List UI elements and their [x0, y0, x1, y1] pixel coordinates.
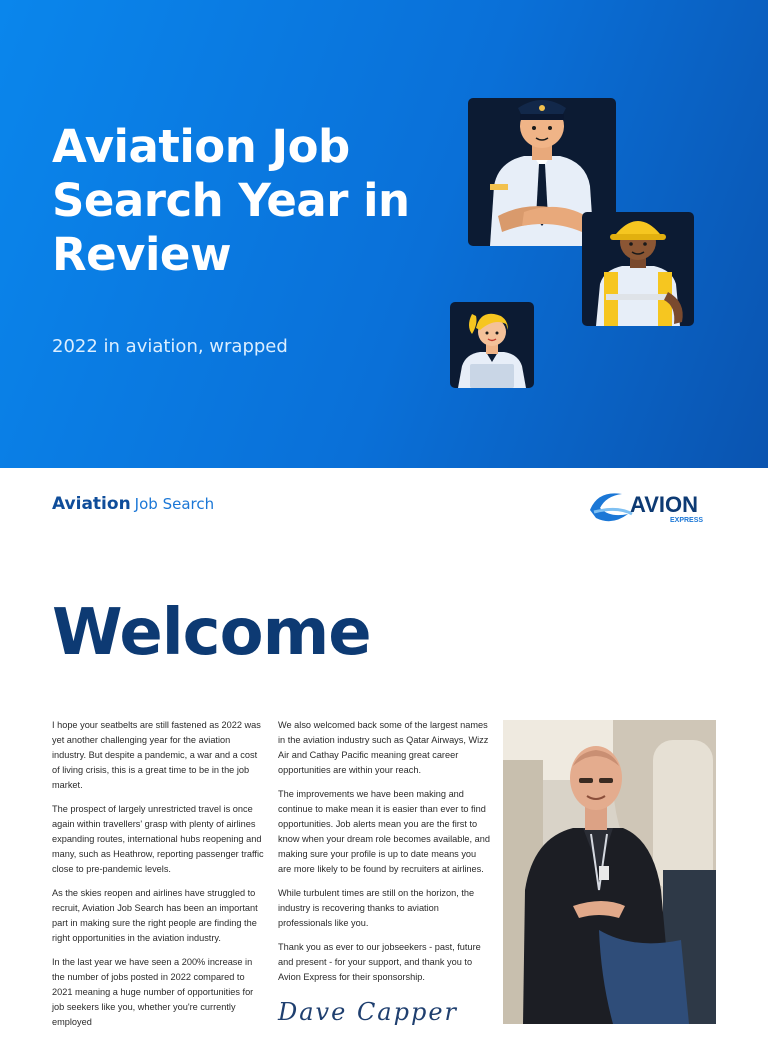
paragraph: The prospect of largely unrestricted travel is once again within travellers' grasp with plenty of airlines expanding routes, international hubs reopening and many, such as Heathrow, reporting passenger traffic close to pre-pandemic levels. — [52, 804, 264, 874]
flight-attendant-icon — [450, 302, 534, 388]
paragraph: In the last year we have seen a 200% increase in the number of jobs posted in 2022 compared to 2021 meaning a huge number of opportunities for job seekers like you, whether you're currently employed — [52, 957, 254, 1027]
partner-name-text: AVION — [630, 492, 699, 517]
welcome-column-left — [52, 718, 264, 1039]
paragraph: As the skies reopen and airlines have struggled to recruit, Aviation Job Search has been an important part in making sure the right people are finding the right opportunities in the aviation industry. — [52, 888, 258, 943]
aviation-job-search-logo — [52, 494, 214, 514]
logo-light-text: Job Search — [134, 495, 215, 513]
hero-title: Aviation Job Search Year in Review — [52, 120, 410, 281]
hero-subtitle: 2022 in aviation, wrapped — [52, 336, 288, 357]
paragraph: We also welcomed back some of the largest names in the aviation industry such as Qatar Airways, Wizz Air and Cathay Pacific meaning great career opportunities are within your reach. — [278, 720, 489, 775]
avion-express-logo — [588, 488, 722, 526]
partner-sub-text: EXPRESS — [670, 517, 704, 524]
logo-bold-text: Aviation — [52, 494, 131, 514]
welcome-column-right — [278, 718, 490, 994]
paragraph: While turbulent times are still on the horizon, the industry is recovering thanks to aviation professionals like you. — [278, 888, 475, 928]
signature: Dave Capper — [278, 998, 459, 1026]
welcome-heading: Welcome — [52, 596, 371, 670]
hero-banner — [0, 0, 768, 468]
author-photo — [503, 720, 716, 1024]
paragraph: I hope your seatbelts are still fastened as 2022 was yet another challenging year for the aviation industry. But despite a pandemic, a war and a cost of living crisis, this is a great time to be in the job market. — [52, 720, 261, 790]
paragraph: Thank you as ever to our jobseekers - past, future and present - for your support, and thank you to Avion Express for their sponsorship. — [278, 942, 481, 982]
construction-worker-icon — [582, 212, 694, 326]
paragraph: The improvements we have been making and continue to make mean it is easier than ever to find opportunities. Job alerts mean you are the first to know when your dream role becomes available, and making sure your profile is up to date means you are more likely to be found by recruiters at airlines. — [278, 789, 490, 874]
